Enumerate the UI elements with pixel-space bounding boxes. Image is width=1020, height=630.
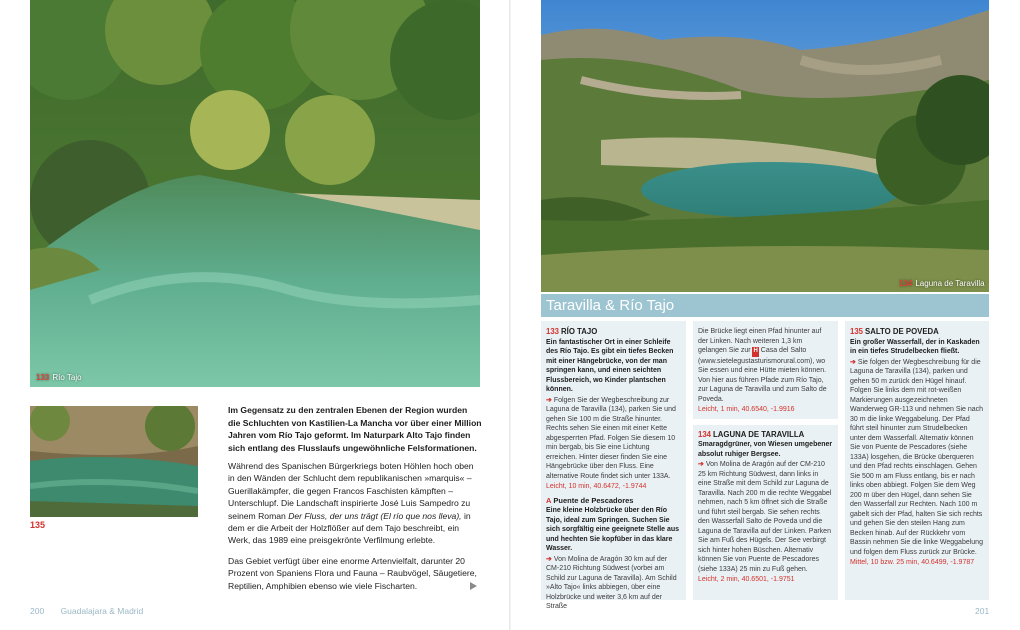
entry-separator [693,419,838,425]
entry-134-number: 134 [698,429,712,439]
entry-133a-letter: A [546,495,552,505]
caption-text: Río Tajo [52,373,82,382]
page-number-right: 201 [975,606,990,616]
entry-column-1 [541,321,686,610]
entry-133a-cont-text-b: Casa del Salto (www.sietelegustasturismorural.com), wo Sie essen und eine Hütte mieten können. Von hier aus führen Pfade zum Río Tajo, zur Laguna de Taravilla und zum Salto de Poveda. [698,347,827,403]
arrow-icon: ➔ [546,396,554,404]
body-paragraph-2: Das Gebiet verfügt über eine enorme Artenvielfalt, darunter 20 Prozent von Spaniens Flora und Fauna – Raubvögel, Säugetiere, Reptilien, Amphibien ebenso wie viele Fischarten. [228,556,477,591]
arrow-icon: ➔ [698,461,706,468]
entry-column-3 [845,321,989,600]
entry-133a-cont-text-a: Die Brücke liegt einen Pfad hinunter auf der Linken. Nach weiteren 1,3 km gelangen Sie zur [698,328,822,354]
entry-134-heading [698,430,833,440]
entry-134-directions [698,460,833,574]
entry-133-lede: Ein fantastischer Ort in einer Schleife des Río Tajo. Es gibt ein tiefes Becken mit einer Hängebrücke, von der man springen kann, und einen seichten Flussbereich, wo Kinder plantschen können. [546,338,674,393]
entry-133-title: RÍO TAJO [561,327,598,336]
entry-133a-lede: Eine kleine Holzbrücke über den Río Tajo, ideal zum Springen. Suchen Sie sich sorgfältig eine geeignete Stelle aus und hechten Sie kopfüber in das klare Wasser. [546,507,680,552]
entry-135-title: SALTO DE POVEDA [865,327,939,336]
entry-column-2 [693,321,838,600]
photo-salto-de-poveda [30,406,198,517]
body-paragraph-1 [228,460,482,547]
entry-133-directions-text: Folgen Sie der Wegbeschreibung zur Laguna de Taravilla (134), parken Sie und gehen Sie 100 m die Straße hinunter. Rechts sehen Sie einen mit einer Kette abgesperrten Pfad. Folgen Sie diesem 10 min bergab, bis Sie eine Lichtung erreichen. Hinter dieser finden Sie eine Hängebrücke über den Fluss. Eine alternative Route findet sich unter 133A. [546,396,676,480]
entry-133-meta: Leicht, 10 min, 40.6472, -1.9744 [546,483,647,490]
caption-number-134: 134 [899,279,913,288]
novel-title: Der Fluss, der uns trägt (El río que nos lleva), [288,510,462,521]
entry-133a-meta: Leicht, 1 min, 40.6540, -1.9916 [698,406,795,413]
photo-rio-tajo [30,0,480,387]
photo-caption-134 [899,279,985,288]
entry-134-directions-text: Von Molina de Aragón auf der CM-210 25 km Richtung Südwest, dann links in eine Straße mit dem Schild zur Laguna de Taravilla. Nach 200 m die rechte Weggabel nehmen, nach 5 km öffnet sich die Straße und führt steil bergab. Sie sehen rechts den Wasserfall Salto de Poveda und die Laguna de Taravilla auf der Linken. Parken Sie am Fuß des Hügels. Der See verbirgt sich hinter hohen Büschen. Alternativ können Sie von Puente de Pescadores (siehe 133A) 25 min zu Fuß gehen. [698,461,832,573]
entry-134-lede: Smaragdgrüner, von Wiesen umgebener absolut ruhiger Bergsee. [698,441,833,458]
entry-133a-continued [698,327,833,404]
photo-laguna-de-taravilla [541,0,989,292]
accommodation-pin-icon: H [752,347,758,357]
photo-label-135: 135 [30,520,46,530]
entry-134-meta: Leicht, 2 min, 40.6501, -1.9751 [698,576,795,583]
section-name: Guadalajara & Madrid [60,606,144,616]
entry-133a-directions-text: Von Molina de Aragón 30 km auf der CM-210 Richtung Südwest (vorbei am Schild zur Laguna de Taravilla). Am Schild »Alto Tajo« links abbiegen, über eine Holzbrücke und weiter 3,6 km auf der Straße [546,555,677,610]
entry-133a-heading [546,496,681,506]
photo-laguna-image [541,0,989,292]
para1-text-a: Während des Spanischen Bürgerkriegs boten Höhlen hoch oben in den Wänden der Schlucht dem republikanischen »marquis« – Guerillakämpfer, die gegen Francos Faschisten kämpften – Unterschlupf. Die Landschaft inspirierte José Luis Sampedro zu seinem Roman [228,461,474,521]
arrow-icon: ➔ [850,358,858,366]
section-title: Taravilla & Río Tajo [546,297,675,314]
entry-133a-directions [546,555,681,612]
entry-135-lede: Ein großer Wasserfall, der in Kaskaden in ein tiefes Strudelbecken fließt. [850,338,980,355]
entry-135-directions-text: Sie folgen der Wegbeschreibung für die Laguna de Taravilla (134), parken und gehen 50 m zurück den Hügel hinauf. Folgen Sie links dem mit rot-weißen Markierungen ausgezeichneten Wanderweg GR-113 und nehmen Sie nach 30 m die linke Weggabelung. Der Pfad führt steil hinunter zum Strudelbecken unter dem Wasserfall. Alternativ können Sie von Puente de Pescadores (siehe 133A) losgehen, die Brücke überqueren und den Pfad rechts einschlagen. Gehen Sie 500 m am Fluss entlang, bis er nach links oben abbiegt. Folgen Sie dem Weg 200 m über den Hügel, dann sehen Sie den Wasserfall zur Rechten. Nach 100 m gabelt sich der Pfad, halten Sie sich rechts und gehen Sie den steilen Hang zum Becken hinab. Auf der Rückkehr vom Bassin nehmen Sie die linke Weggabelung und folgen dem Fluss zurück zur Brücke. [850,358,984,556]
photo-rio-tajo-image [30,0,480,387]
caption-text-134: Laguna de Taravilla [915,279,985,288]
entry-133a-title: Puente de Pescadores [553,495,634,505]
entry-133-number: 133 [546,327,560,336]
entry-134-title: LAGUNA DE TARAVILLA [713,429,805,439]
continue-arrow-icon [470,582,477,590]
entry-135-meta: Mittel, 10 bzw. 25 min, 40.6499, -1.9787 [850,559,975,566]
entry-135-number: 135 [850,327,864,336]
photo-caption-133 [36,373,82,382]
photo-salto-image [30,406,198,517]
caption-number: 133 [36,373,50,382]
entry-133-directions [546,396,681,482]
entry-133-heading [546,327,681,337]
para1-text-b: in dem er die Arbeit der Holzflößer auf dem Tajo beschreibt, ein Werk, das 1989 eine preisgekrönte Verfilmung erlebte. [228,510,471,546]
entry-135-directions [850,358,984,558]
arrow-icon: ➔ [546,555,554,563]
page-number-left: 200 [30,606,45,616]
entry-135-heading [850,327,984,337]
intro-lead: Im Gegensatz zu den zentralen Ebenen der Region wurden die Schluchten von Kastilien-La Mancha vor über einer Million Jahren vom Río Tajo geformt. Im Naturpark Alto Tajo finden sich entlang des Flusslaufs ungewöhnliche Felsformationen. [228,405,482,453]
folio-left [30,606,143,616]
page-gutter [509,0,511,630]
